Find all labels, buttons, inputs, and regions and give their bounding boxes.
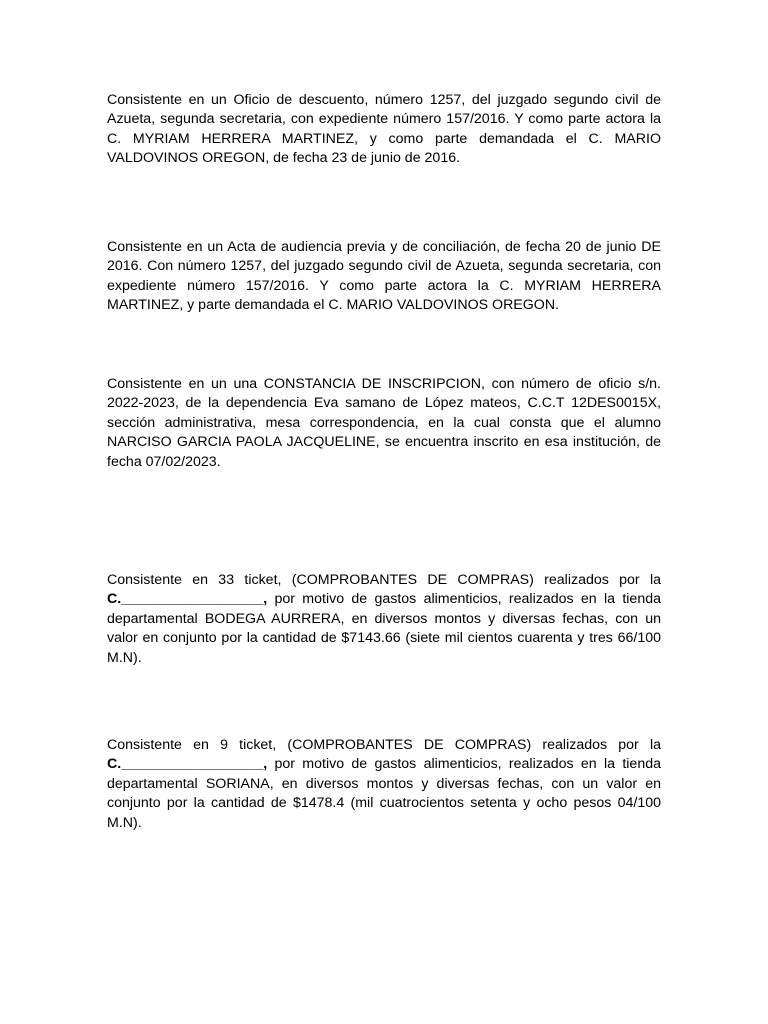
blank-name-field: C.__________________, xyxy=(107,591,268,608)
paragraph-tickets-soriana xyxy=(107,736,661,833)
paragraph-acta-audiencia: Consistente en un Acta de audiencia previa y de conciliación, de fecha 20 de junio DE 2016. Con número 1257, del juzgado segundo civil de Azueta, segunda secretaria, con expediente número 157/2016. Y como parte actora la C. MYRIAM HERRERA MARTINEZ, y parte demandada el C. MARIO VALDOVINOS OREGON. xyxy=(107,239,661,314)
paragraph-intro: Consistente en 33 ticket, (COMPROBANTES DE COMPRAS) realizados por la xyxy=(107,572,661,588)
blank-name-field: C.__________________, xyxy=(107,756,268,773)
paragraph-rest: por motivo de gastos alimenticios, realizados en la tienda departamental SORIANA, en diversos montos y diversas fechas, con un valor en conjunto por la cantidad de $1478.4 (mil cuatrocientos setenta y ocho pesos 04/100 M.N). xyxy=(107,756,661,831)
paragraph-oficio-descuento: Consistente en un Oficio de descuento, número 1257, del juzgado segundo civil de Azueta, segunda secretaria, con expediente número 157/2016. Y como parte actora la C. MYRIAM HERRERA MARTINEZ, y como parte demandada el C. MARIO VALDOVINOS OREGON, de fecha 23 de junio de 2016. xyxy=(107,92,661,167)
paragraph-constancia-inscripcion: Consistente en un una CONSTANCIA DE INSCRIPCION, con número de oficio s/n. 2022-2023, de la dependencia Eva samano de López mateos, C.C.T 12DES0015X, sección administrativa, mesa correspondencia, en la cual consta que el alumno NARCISO GARCIA PAOLA JACQUELINE, se encuentra inscrito en esa institución, de fecha 07/02/2023. xyxy=(107,376,661,470)
paragraph-tickets-bodega-aurrera xyxy=(107,571,661,668)
paragraph-rest: por motivo de gastos alimenticios, realizados en la tienda departamental BODEGA AURRERA, en diversos montos y diversas fechas, con un valor en conjunto por la cantidad de $7143.66 (siete mil cientos cuarenta y tres 66/100 M.N). xyxy=(107,591,661,666)
paragraph-intro: Consistente en 9 ticket, (COMPROBANTES DE COMPRAS) realizados por la xyxy=(107,737,661,753)
